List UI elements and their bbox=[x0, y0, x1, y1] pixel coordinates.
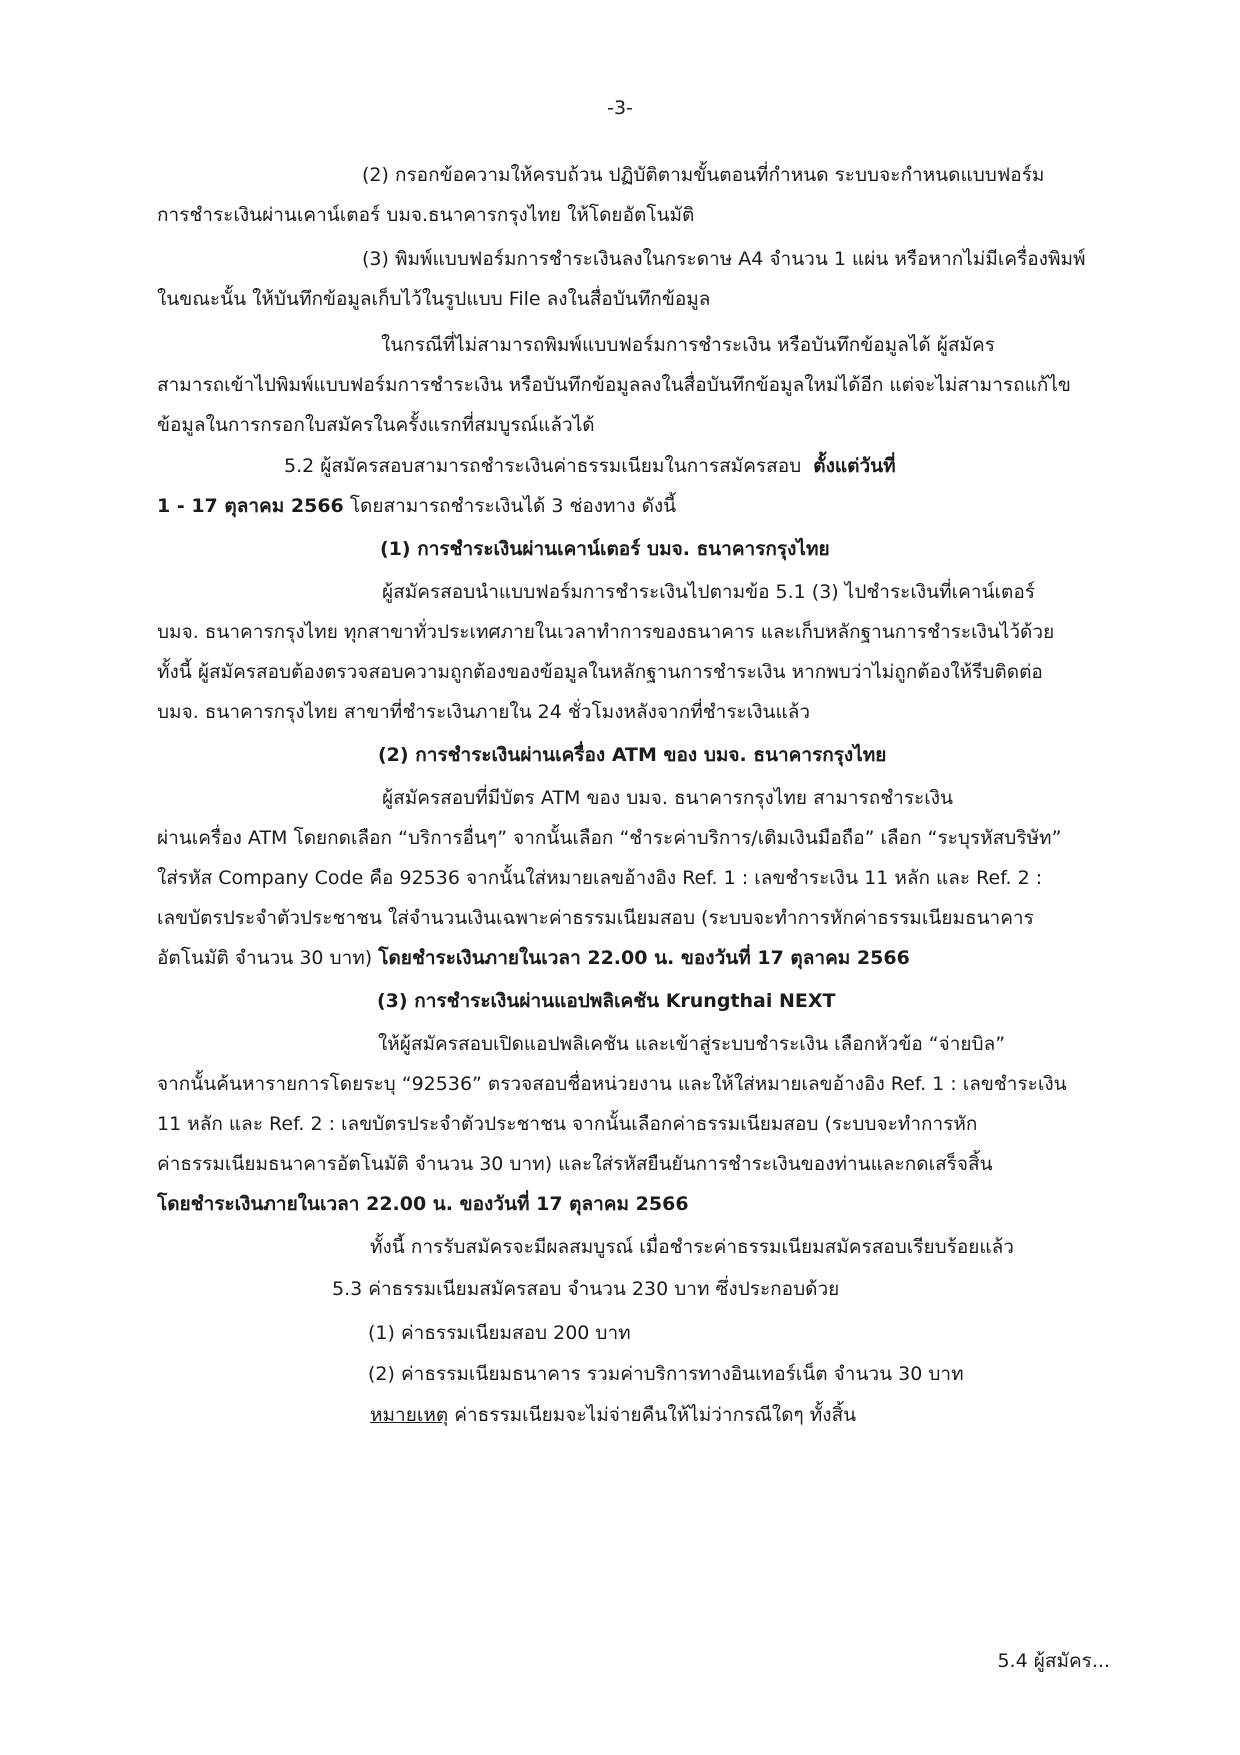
app-deadline: โดยชำระเงินภายในเวลา 22.00 น. ของวันที่ 17 ตุลาคม 2566 bbox=[157, 1193, 689, 1215]
line-1: (2) กรอกข้อความให้ครบถ้วน ปฏิบัติตามขั้นตอนที่กำหนด ระบบจะกำหนดแบบฟอร์ม bbox=[362, 164, 1045, 186]
line-5: ในกรณีที่ไม่สามารถพิมพ์แบบฟอร์มการชำระเงิน หรือบันทึกข้อมูลได้ ผู้สมัคร bbox=[381, 334, 995, 356]
fee-item-1: (1) ค่าธรรมเนียมสอบ 200 บาท bbox=[368, 1322, 631, 1344]
line-8 bbox=[284, 451, 1102, 481]
line-25: ค่าธรรมเนียมธนาคารอัตโนมัติ จำนวน 30 บาท) และใส่รหัสยืนยันการชำระเงินของท่านและกดเสร็จสิ้น bbox=[157, 1153, 993, 1175]
line-9 bbox=[157, 491, 1102, 521]
line-14: บมจ. ธนาคารกรุงไทย สาขาที่ชำระเงินภายใน 24 ชั่วโมงหลังจากที่ชำระเงินแล้ว bbox=[157, 701, 811, 723]
section-5-2-text: 5.2 ผู้สมัครสอบสามารถชำระเงินค่าธรรมเนียมในการสมัครสอบ bbox=[284, 455, 802, 477]
atm-fee-note: อัตโนมัติ จำนวน 30 บาท) bbox=[157, 947, 373, 969]
page-number: -3- bbox=[607, 97, 633, 119]
continuation-footer: 5.4 ผู้สมัคร... bbox=[997, 1650, 1110, 1672]
payment-channels-text: โดยสามารถชำระเงินได้ 3 ช่องทาง ดังนี้ bbox=[349, 495, 677, 517]
line-4: ในขณะนั้น ให้บันทึกข้อมูลเก็บไว้ในรูปแบบ File ลงในสื่อบันทึกข้อมูล bbox=[157, 288, 711, 310]
line-12: บมจ. ธนาคารกรุงไทย ทุกสาขาทั่วประเทศภายในเวลาทำการของธนาคาร และเก็บหลักฐานการชำระเงินไว้ด้วย bbox=[157, 621, 1055, 643]
fee-item-2: (2) ค่าธรรมเนียมธนาคาร รวมค่าบริการทางอินเทอร์เน็ต จำนวน 30 บาท bbox=[368, 1363, 964, 1385]
line-27: ทั้งนี้ การรับสมัครจะมีผลสมบูรณ์ เมื่อชำระค่าธรรมเนียมสมัครสอบเรียบร้อยแล้ว bbox=[370, 1236, 1014, 1258]
line-6: สามารถเข้าไปพิมพ์แบบฟอร์มการชำระเงิน หรือบันทึกข้อมูลลงในสื่อบันทึกข้อมูลใหม่ได้อีก แต่จะไม่สามารถแก้ไข bbox=[157, 374, 1071, 396]
heading-atm-payment: (2) การชำระเงินผ่านเครื่อง ATM ของ บมจ. ธนาคารกรุงไทย bbox=[378, 744, 887, 766]
section-5-3: 5.3 ค่าธรรมเนียมสมัครสอบ จำนวน 230 บาท ซึ่งประกอบด้วย bbox=[332, 1278, 840, 1300]
remark-text: ค่าธรรมเนียมจะไม่จ่ายคืนให้ไม่ว่ากรณีใดๆ ทั้งสิ้น bbox=[454, 1404, 857, 1426]
line-24: 11 หลัก และ Ref. 2 : เลขบัตรประจำตัวประชาชน จากนั้นเลือกค่าธรรมเนียมสอบ (ระบบจะทำการหัก bbox=[157, 1113, 978, 1135]
remark-label: หมายเหตุ bbox=[370, 1404, 449, 1426]
line-18: ใส่รหัส Company Code คือ 92536 จากนั้นใส่หมายเลขอ้างอิง Ref. 1 : เลขชำระเงิน 11 หลัก และ Ref. 2 : bbox=[157, 867, 1043, 889]
line-11: ผู้สมัครสอบนำแบบฟอร์มการชำระเงินไปตามข้อ 5.1 (3) ไปชำระเงินที่เคาน์เตอร์ bbox=[382, 581, 1035, 603]
line-2: การชำระเงินผ่านเคาน์เตอร์ บมจ.ธนาคารกรุงไทย ให้โดยอัตโนมัติ bbox=[157, 204, 695, 226]
line-13: ทั้งนี้ ผู้สมัครสอบต้องตรวจสอบความถูกต้องของข้อมูลในหลักฐานการชำระเงิน หากพบว่าไม่ถูกต้องให้รีบติดต่อ bbox=[157, 661, 1043, 683]
heading-app-payment: (3) การชำระเงินผ่านแอปพลิเคชัน Krungthai NEXT bbox=[377, 990, 836, 1012]
line-3: (3) พิมพ์แบบฟอร์มการชำระเงินลงในกระดาษ A4 จำนวน 1 แผ่น หรือหากไม่มีเครื่องพิมพ์ bbox=[362, 248, 1086, 270]
heading-counter-payment: (1) การชำระเงินผ่านเคาน์เตอร์ บมจ. ธนาคารกรุงไทย bbox=[380, 538, 830, 560]
line-19: เลขบัตรประจำตัวประชาชน ใส่จำนวนเงินเฉพาะค่าธรรมเนียมสอบ (ระบบจะทำการหักค่าธรรมเนียมธนาคาร bbox=[157, 907, 1034, 929]
payment-date-range: 1 - 17 ตุลาคม 2566 bbox=[157, 495, 344, 517]
line-20 bbox=[157, 943, 1102, 973]
remark-line bbox=[370, 1400, 1102, 1430]
line-16: ผู้สมัครสอบที่มีบัตร ATM ของ บมจ. ธนาคารกรุงไทย สามารถชำระเงิน bbox=[382, 787, 953, 809]
line-22: ให้ผู้สมัครสอบเปิดแอปพลิเคชัน และเข้าสู่ระบบชำระเงิน เลือกหัวข้อ “จ่ายบิล” bbox=[378, 1033, 1006, 1055]
atm-deadline: โดยชำระเงินภายในเวลา 22.00 น. ของวันที่ 17 ตุลาคม 2566 bbox=[378, 947, 910, 969]
line-17: ผ่านเครื่อง ATM โดยกดเลือก “บริการอื่นๆ” จากนั้นเลือก “ชำระค่าบริการ/เติมเงินมือถือ” เลือก “ระบุรหัสบริษัท” bbox=[157, 827, 1062, 849]
line-23: จากนั้นค้นหารายการโดยระบุ “92536” ตรวจสอบชื่อหน่วยงาน และให้ใส่หมายเลขอ้างอิง Ref. 1 : เลขชำระเงิน bbox=[157, 1073, 1067, 1095]
line-7: ข้อมูลในการกรอกใบสมัครในครั้งแรกที่สมบูรณ์แล้วได้ bbox=[157, 414, 595, 436]
section-5-2-date-label: ตั้งแต่วันที่ bbox=[813, 455, 896, 477]
